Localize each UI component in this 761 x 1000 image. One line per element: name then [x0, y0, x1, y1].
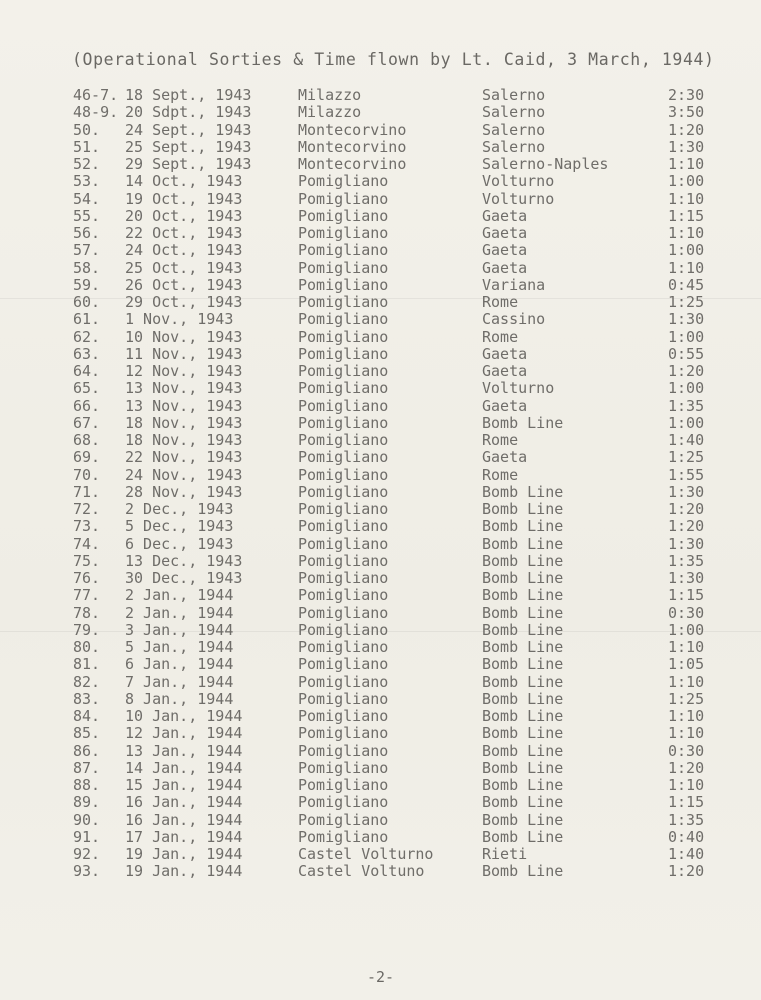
sortie-number: 69. — [73, 448, 101, 467]
sortie-number: 53. — [73, 172, 101, 191]
sortie-base: Pomigliano — [298, 586, 389, 605]
sortie-base: Castel Voltuno — [298, 862, 425, 881]
sortie-date: 10 Jan., 1944 — [125, 707, 243, 725]
sortie-time: 1:40 — [668, 845, 705, 863]
sortie-target: Gaeta — [482, 224, 528, 242]
sortie-target: Bomb Line — [482, 482, 564, 501]
sortie-time: 1:25 — [668, 293, 705, 311]
sortie-date: 13 Nov., 1943 — [125, 396, 243, 415]
sortie-number: 72. — [73, 500, 101, 518]
sortie-target: Salerno-Naples — [482, 155, 609, 173]
sortie-date: 25 Sept., 1943 — [125, 137, 252, 156]
sortie-time: 0:40 — [668, 827, 705, 846]
sortie-number: 86. — [73, 741, 101, 760]
sortie-date: 20 Sdpt., 1943 — [125, 103, 252, 122]
sortie-time: 1:15 — [668, 793, 705, 812]
sortie-target: Bomb Line — [482, 500, 564, 518]
sortie-time: 1:20 — [668, 517, 705, 536]
sortie-row — [0, 432, 761, 449]
sortie-base: Pomigliano — [298, 258, 389, 277]
sortie-date: 11 Nov., 1943 — [125, 344, 243, 363]
sortie-date: 16 Jan., 1944 — [125, 810, 243, 829]
sortie-date: 22 Oct., 1943 — [125, 224, 243, 242]
sortie-target: Bomb Line — [482, 707, 564, 725]
sortie-number: 50. — [73, 120, 101, 139]
sortie-row — [0, 311, 761, 328]
sortie-date: 10 Nov., 1943 — [125, 327, 243, 346]
sortie-time: 1:20 — [668, 500, 705, 518]
sortie-time: 1:10 — [668, 189, 705, 208]
sortie-number: 84. — [73, 707, 101, 725]
sortie-number: 89. — [73, 793, 101, 812]
sortie-base: Pomigliano — [298, 413, 389, 432]
sortie-time: 1:20 — [668, 120, 705, 139]
sortie-time: 2:30 — [668, 86, 705, 104]
sortie-date: 17 Jan., 1944 — [125, 827, 243, 846]
sortie-number: 59. — [73, 275, 101, 294]
sortie-base: Milazzo — [298, 103, 362, 122]
sortie-target: Bomb Line — [482, 827, 564, 846]
sortie-base: Montecorvino — [298, 155, 407, 173]
sortie-number: 68. — [73, 431, 101, 449]
sortie-date: 29 Oct., 1943 — [125, 293, 243, 311]
sortie-base: Pomigliano — [298, 534, 389, 553]
sortie-time: 1:30 — [668, 534, 705, 553]
sortie-row — [0, 570, 761, 587]
sortie-target: Rieti — [482, 845, 528, 863]
sortie-target: Bomb Line — [482, 655, 564, 674]
sortie-date: 2 Jan., 1944 — [125, 603, 234, 622]
sortie-row — [0, 139, 761, 156]
sortie-target: Gaeta — [482, 448, 528, 467]
sortie-target: Bomb Line — [482, 569, 564, 587]
sortie-row — [0, 329, 761, 346]
sortie-base: Pomigliano — [298, 724, 389, 743]
sortie-row — [0, 794, 761, 811]
sortie-row — [0, 208, 761, 225]
sortie-time: 3:50 — [668, 103, 705, 122]
sortie-time: 1:10 — [668, 224, 705, 242]
sortie-base: Pomigliano — [298, 620, 389, 639]
sortie-number: 66. — [73, 396, 101, 415]
sortie-date: 25 Oct., 1943 — [125, 258, 243, 277]
sortie-base: Pomigliano — [298, 310, 389, 329]
sortie-time: 0:30 — [668, 603, 705, 622]
sortie-time: 1:05 — [668, 655, 705, 674]
sortie-base: Pomigliano — [298, 707, 389, 725]
sortie-time: 1:00 — [668, 241, 705, 260]
sortie-number: 52. — [73, 155, 101, 173]
sortie-time: 1:35 — [668, 396, 705, 415]
sortie-date: 14 Oct., 1943 — [125, 172, 243, 191]
sortie-row — [0, 467, 761, 484]
sortie-target: Bomb Line — [482, 672, 564, 691]
sortie-target: Gaeta — [482, 362, 528, 380]
sortie-row — [0, 501, 761, 518]
sortie-row — [0, 639, 761, 656]
sortie-base: Pomigliano — [298, 827, 389, 846]
sortie-number: 56. — [73, 224, 101, 242]
sortie-target: Bomb Line — [482, 793, 564, 812]
sortie-target: Gaeta — [482, 396, 528, 415]
sortie-time: 1:20 — [668, 362, 705, 380]
sortie-target: Bomb Line — [482, 776, 564, 794]
sortie-date: 20 Oct., 1943 — [125, 206, 243, 225]
sortie-row — [0, 87, 761, 104]
sortie-row — [0, 760, 761, 777]
sortie-target: Gaeta — [482, 206, 528, 225]
sortie-base: Pomigliano — [298, 741, 389, 760]
sortie-row — [0, 415, 761, 432]
sortie-time: 1:00 — [668, 172, 705, 191]
sortie-row — [0, 605, 761, 622]
sortie-date: 5 Jan., 1944 — [125, 638, 234, 656]
sortie-number: 88. — [73, 776, 101, 794]
sortie-target: Bomb Line — [482, 551, 564, 570]
sortie-target: Salerno — [482, 120, 546, 139]
sortie-base: Pomigliano — [298, 638, 389, 656]
sortie-base: Pomigliano — [298, 275, 389, 294]
sortie-target: Bomb Line — [482, 810, 564, 829]
sortie-number: 77. — [73, 586, 101, 605]
sortie-date: 18 Sept., 1943 — [125, 86, 252, 104]
sortie-base: Pomigliano — [298, 431, 389, 449]
sortie-row — [0, 484, 761, 501]
sortie-target: Rome — [482, 431, 519, 449]
sortie-row — [0, 104, 761, 121]
sortie-row — [0, 846, 761, 863]
sortie-row — [0, 518, 761, 535]
sortie-row — [0, 225, 761, 242]
sortie-date: 6 Dec., 1943 — [125, 534, 234, 553]
sortie-row — [0, 743, 761, 760]
sortie-time: 1:15 — [668, 206, 705, 225]
sortie-date: 2 Jan., 1944 — [125, 586, 234, 605]
sortie-base: Pomigliano — [298, 327, 389, 346]
sortie-target: Bomb Line — [482, 603, 564, 622]
sortie-time: 1:15 — [668, 586, 705, 605]
sortie-date: 13 Dec., 1943 — [125, 551, 243, 570]
sortie-date: 19 Jan., 1944 — [125, 845, 243, 863]
sortie-base: Pomigliano — [298, 172, 389, 191]
sortie-date: 24 Sept., 1943 — [125, 120, 252, 139]
sortie-number: 91. — [73, 827, 101, 846]
sortie-number: 92. — [73, 845, 101, 863]
sortie-base: Pomigliano — [298, 672, 389, 691]
sortie-date: 16 Jan., 1944 — [125, 793, 243, 812]
sortie-time: 1:55 — [668, 465, 705, 484]
sortie-base: Montecorvino — [298, 137, 407, 156]
sortie-target: Gaeta — [482, 344, 528, 363]
sortie-number: 82. — [73, 672, 101, 691]
sortie-number: 55. — [73, 206, 101, 225]
sortie-base: Pomigliano — [298, 517, 389, 536]
sortie-number: 46-7. — [73, 86, 119, 104]
sortie-number: 78. — [73, 603, 101, 622]
sortie-row — [0, 587, 761, 604]
sortie-target: Bomb Line — [482, 620, 564, 639]
sortie-target: Gaeta — [482, 258, 528, 277]
sortie-row — [0, 777, 761, 794]
sortie-time: 1:25 — [668, 448, 705, 467]
sortie-target: Volturno — [482, 189, 555, 208]
sortie-base: Pomigliano — [298, 810, 389, 829]
sortie-row — [0, 863, 761, 880]
sortie-time: 1:10 — [668, 724, 705, 743]
sortie-row — [0, 674, 761, 691]
sortie-date: 19 Jan., 1944 — [125, 862, 243, 881]
sortie-number: 61. — [73, 310, 101, 329]
sortie-base: Pomigliano — [298, 189, 389, 208]
sortie-row — [0, 122, 761, 139]
sortie-target: Bomb Line — [482, 689, 564, 708]
sortie-date: 30 Dec., 1943 — [125, 569, 243, 587]
sortie-row — [0, 260, 761, 277]
sortie-number: 79. — [73, 620, 101, 639]
sortie-time: 1:20 — [668, 862, 705, 881]
sortie-time: 0:45 — [668, 275, 705, 294]
sortie-date: 18 Nov., 1943 — [125, 413, 243, 432]
sortie-row — [0, 829, 761, 846]
sortie-date: 5 Dec., 1943 — [125, 517, 234, 536]
sortie-base: Milazzo — [298, 86, 362, 104]
sortie-date: 1 Nov., 1943 — [125, 310, 234, 329]
sortie-time: 1:00 — [668, 413, 705, 432]
sortie-row — [0, 449, 761, 466]
sortie-number: 62. — [73, 327, 101, 346]
sortie-target: Gaeta — [482, 241, 528, 260]
sortie-date: 19 Oct., 1943 — [125, 189, 243, 208]
sortie-base: Pomigliano — [298, 293, 389, 311]
sortie-target: Salerno — [482, 137, 546, 156]
sortie-date: 12 Nov., 1943 — [125, 362, 243, 380]
sortie-row — [0, 708, 761, 725]
sortie-date: 24 Nov., 1943 — [125, 465, 243, 484]
sortie-number: 65. — [73, 379, 101, 398]
sortie-time: 1:30 — [668, 310, 705, 329]
sortie-date: 3 Jan., 1944 — [125, 620, 234, 639]
sortie-base: Pomigliano — [298, 776, 389, 794]
sortie-number: 90. — [73, 810, 101, 829]
sortie-row — [0, 656, 761, 673]
sortie-target: Rome — [482, 293, 519, 311]
sortie-row — [0, 277, 761, 294]
sortie-target: Bomb Line — [482, 517, 564, 536]
sortie-number: 83. — [73, 689, 101, 708]
sortie-date: 28 Nov., 1943 — [125, 482, 243, 501]
sortie-date: 13 Jan., 1944 — [125, 741, 243, 760]
sortie-row — [0, 622, 761, 639]
sortie-time: 1:20 — [668, 758, 705, 777]
sortie-number: 75. — [73, 551, 101, 570]
sortie-row — [0, 398, 761, 415]
sortie-time: 0:30 — [668, 741, 705, 760]
sortie-time: 1:00 — [668, 620, 705, 639]
sortie-time: 1:30 — [668, 569, 705, 587]
sortie-number: 54. — [73, 189, 101, 208]
sortie-number: 48-9. — [73, 103, 119, 122]
sortie-row — [0, 294, 761, 311]
sortie-base: Pomigliano — [298, 448, 389, 467]
sortie-target: Volturno — [482, 379, 555, 398]
sortie-time: 1:10 — [668, 776, 705, 794]
sortie-number: 67. — [73, 413, 101, 432]
sortie-base: Pomigliano — [298, 551, 389, 570]
sortie-number: 73. — [73, 517, 101, 536]
sortie-base: Pomigliano — [298, 482, 389, 501]
sortie-number: 71. — [73, 482, 101, 501]
sortie-base: Pomigliano — [298, 379, 389, 398]
sortie-target: Bomb Line — [482, 413, 564, 432]
sortie-time: 1:10 — [668, 638, 705, 656]
sortie-number: 74. — [73, 534, 101, 553]
sortie-number: 76. — [73, 569, 101, 587]
sortie-row — [0, 725, 761, 742]
sortie-target: Bomb Line — [482, 758, 564, 777]
sortie-target: Bomb Line — [482, 586, 564, 605]
sortie-base: Pomigliano — [298, 689, 389, 708]
document-header: (Operational Sorties & Time flown by Lt. Caid, 3 March, 1944) — [72, 50, 715, 69]
sortie-time: 1:00 — [668, 327, 705, 346]
sortie-target: Salerno — [482, 103, 546, 122]
sortie-target: Cassino — [482, 310, 546, 329]
sortie-target: Bomb Line — [482, 741, 564, 760]
sortie-date: 8 Jan., 1944 — [125, 689, 234, 708]
sortie-base: Pomigliano — [298, 603, 389, 622]
sortie-number: 70. — [73, 465, 101, 484]
sortie-row — [0, 691, 761, 708]
sortie-target: Variana — [482, 275, 546, 294]
sortie-number: 87. — [73, 758, 101, 777]
sortie-base: Pomigliano — [298, 396, 389, 415]
sortie-row — [0, 536, 761, 553]
sortie-target: Bomb Line — [482, 724, 564, 743]
sortie-number: 57. — [73, 241, 101, 260]
sortie-row — [0, 346, 761, 363]
sortie-row — [0, 363, 761, 380]
sortie-row — [0, 812, 761, 829]
sortie-date: 22 Nov., 1943 — [125, 448, 243, 467]
sortie-number: 64. — [73, 362, 101, 380]
sortie-number: 93. — [73, 862, 101, 881]
sortie-row — [0, 173, 761, 190]
sortie-row — [0, 156, 761, 173]
sortie-date: 29 Sept., 1943 — [125, 155, 252, 173]
sortie-base: Pomigliano — [298, 465, 389, 484]
sortie-date: 12 Jan., 1944 — [125, 724, 243, 743]
sortie-base: Pomigliano — [298, 241, 389, 260]
sortie-row — [0, 553, 761, 570]
sortie-time: 1:00 — [668, 379, 705, 398]
sortie-date: 24 Oct., 1943 — [125, 241, 243, 260]
sortie-base: Pomigliano — [298, 758, 389, 777]
sortie-row — [0, 380, 761, 397]
sortie-date: 13 Nov., 1943 — [125, 379, 243, 398]
sortie-date: 6 Jan., 1944 — [125, 655, 234, 674]
sortie-base: Castel Volturno — [298, 845, 434, 863]
sortie-time: 1:35 — [668, 551, 705, 570]
sortie-target: Salerno — [482, 86, 546, 104]
sortie-target: Bomb Line — [482, 534, 564, 553]
sortie-base: Montecorvino — [298, 120, 407, 139]
sortie-base: Pomigliano — [298, 206, 389, 225]
sortie-date: 2 Dec., 1943 — [125, 500, 234, 518]
sortie-date: 15 Jan., 1944 — [125, 776, 243, 794]
sortie-row — [0, 242, 761, 259]
sortie-time: 1:10 — [668, 258, 705, 277]
sortie-number: 60. — [73, 293, 101, 311]
sortie-time: 1:10 — [668, 672, 705, 691]
sortie-date: 26 Oct., 1943 — [125, 275, 243, 294]
sortie-target: Bomb Line — [482, 862, 564, 881]
sortie-base: Pomigliano — [298, 793, 389, 812]
sortie-number: 85. — [73, 724, 101, 743]
sortie-row — [0, 191, 761, 208]
sortie-base: Pomigliano — [298, 655, 389, 674]
sortie-base: Pomigliano — [298, 344, 389, 363]
sortie-base: Pomigliano — [298, 500, 389, 518]
sortie-base: Pomigliano — [298, 224, 389, 242]
sortie-time: 1:25 — [668, 689, 705, 708]
sorties-list — [0, 87, 761, 881]
sortie-time: 1:35 — [668, 810, 705, 829]
sortie-date: 18 Nov., 1943 — [125, 431, 243, 449]
sortie-base: Pomigliano — [298, 362, 389, 380]
sortie-number: 81. — [73, 655, 101, 674]
sortie-number: 63. — [73, 344, 101, 363]
sortie-target: Rome — [482, 465, 519, 484]
sortie-target: Volturno — [482, 172, 555, 191]
sortie-time: 1:30 — [668, 482, 705, 501]
sortie-base: Pomigliano — [298, 569, 389, 587]
sortie-target: Bomb Line — [482, 638, 564, 656]
sortie-time: 1:30 — [668, 137, 705, 156]
sortie-date: 14 Jan., 1944 — [125, 758, 243, 777]
sortie-time: 1:40 — [668, 431, 705, 449]
sortie-time: 1:10 — [668, 155, 705, 173]
page-number: -2- — [366, 968, 395, 986]
sortie-date: 7 Jan., 1944 — [125, 672, 234, 691]
sortie-time: 0:55 — [668, 344, 705, 363]
sortie-target: Rome — [482, 327, 519, 346]
sortie-number: 58. — [73, 258, 101, 277]
sortie-number: 51. — [73, 137, 101, 156]
sortie-time: 1:10 — [668, 707, 705, 725]
sortie-number: 80. — [73, 638, 101, 656]
